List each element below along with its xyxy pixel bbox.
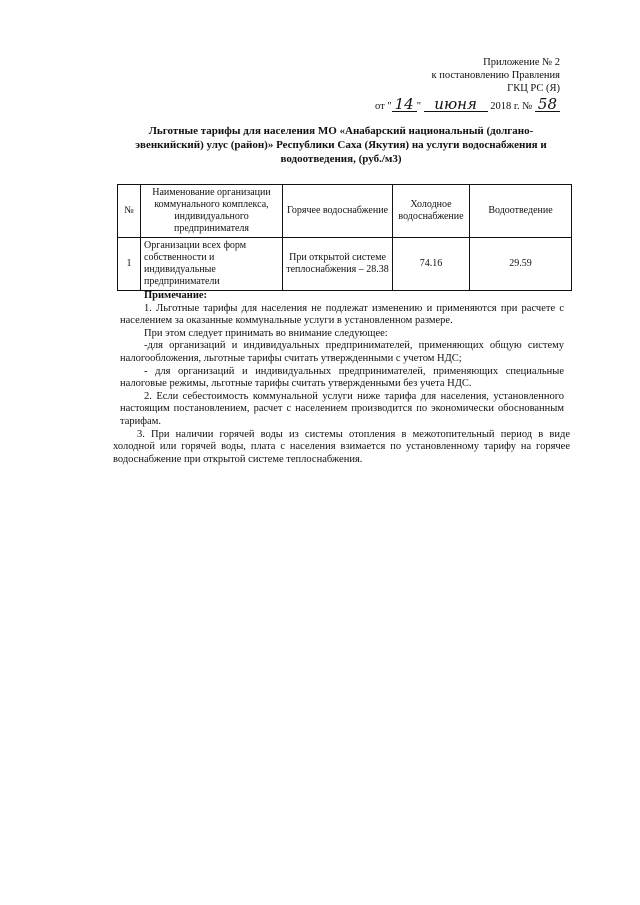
handwritten-number: 58 [535, 97, 560, 112]
note-paragraph: - для организаций и индивидуальных предпринимателей, применяющих специальные налоговые режимы, льготные тарифы считать утвержденными без учета НДС. [120, 365, 564, 390]
tariff-table [117, 184, 572, 291]
date-prefix: от " [375, 101, 392, 112]
col-header-sewage: Водоотведение [470, 185, 572, 238]
cell-organization: Организации всех форм собственности и индивидуальные предприниматели [141, 238, 283, 291]
col-header-cold-water: Холодное водоснабжение [393, 185, 470, 238]
col-header-hot-water: Горячее водоснабжение [283, 185, 393, 238]
note-paragraph: -для организаций и индивидуальных предпринимателей, применяющих общую систему налогообложения, льготные тарифы считать утвержденными с учетом НДС; [120, 340, 564, 364]
date-year: 2018 г. № [490, 101, 533, 112]
cell-hot-water: При открытой системе теплоснабжения – 28.38 [283, 238, 393, 291]
appendix-header [375, 56, 560, 113]
cell-number: 1 [118, 238, 141, 291]
appendix-date-line [375, 97, 560, 113]
date-quote: " [416, 101, 422, 112]
note-paragraph: При этом следует принимать во внимание следующее: [144, 327, 388, 339]
handwritten-month: июня [424, 97, 488, 112]
appendix-line: к постановлению Правления [431, 70, 560, 81]
col-header-number: № [118, 185, 141, 238]
document-title: Льготные тарифы для населения МО «Анабарский национальный (долгано-эвенкийский) улус (район)» Республики Саха (Якутия) на услуги водоснабжения и водоотведения, (руб./м3) [135, 125, 547, 165]
col-header-organization: Наименование организации коммунального комплекса, индивидуального предпринимателя [141, 185, 283, 238]
note-paragraph: 1. Льготные тарифы для населения не подлежат изменению и применяются при расчете с населением за оказанные коммунальные услуги в установленном размере. [120, 302, 564, 327]
appendix-line: ГКЦ РС (Я) [507, 83, 560, 94]
notes-heading: Примечание: [144, 290, 208, 301]
note-paragraph: 2. Если себестоимость коммунальной услуги ниже тарифа для населения, установленного настоящим постановлением, расчет с населением производится по экономически обоснованным тарифам. [120, 390, 564, 427]
handwritten-day: 14 [392, 97, 417, 112]
table-row [118, 238, 572, 291]
note-paragraph: 3. При наличии горячей воды из системы отопления в межотопительный период в виде холодной или горячей воды, плата с населения взимается по установленному тарифу на горячее водоснабжение при открытой системе теплоснабжения. [113, 428, 570, 465]
cell-sewage: 29.59 [470, 238, 572, 291]
appendix-line: Приложение № 2 [483, 57, 560, 68]
cell-cold-water: 74.16 [393, 238, 470, 291]
notes-section [113, 290, 570, 466]
table-header-row [118, 185, 572, 238]
